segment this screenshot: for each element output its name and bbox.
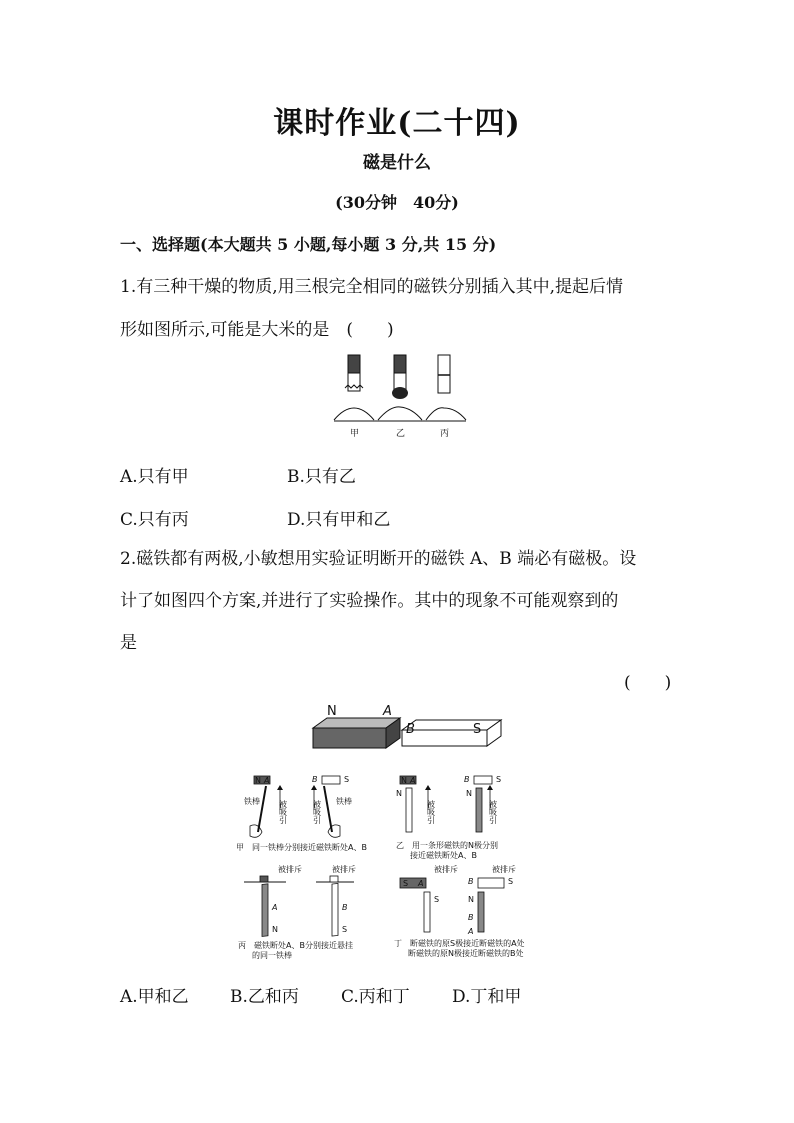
svg-text:A: A — [264, 776, 270, 785]
magnet-left-half — [313, 718, 400, 748]
svg-text:S: S — [403, 879, 409, 888]
jia-beixiyin-right: 被吸引 — [312, 800, 322, 824]
svg-text:N: N — [468, 895, 474, 904]
q1-option-c[interactable]: C.只有丙 — [120, 510, 189, 530]
caption-jia: 甲 同一铁棒分别接近磁铁断处A、B — [236, 843, 367, 852]
q2-broken-magnet-figure — [305, 700, 525, 758]
caption-ding-1: 丁 断磁铁的原S极接近断磁铁的A处 — [394, 939, 525, 948]
q2-text-line3: 是 — [120, 633, 137, 653]
label-b: B — [406, 722, 415, 737]
q2-option-b[interactable]: B.乙和丙 — [230, 987, 299, 1007]
magnet-jia — [345, 355, 363, 391]
svg-text:A: A — [418, 879, 424, 888]
q1-figure — [330, 352, 470, 442]
pile-bing — [426, 408, 466, 420]
q1-text-line2: 形如图所示,可能是大米的是 ( ) — [120, 320, 394, 340]
svg-text:B: B — [312, 775, 318, 784]
svg-text:A: A — [468, 927, 474, 936]
scheme-bing — [238, 864, 356, 960]
svg-text:B: B — [468, 877, 474, 886]
label-yi: 乙 — [396, 429, 406, 439]
q2-answer-bracket: ( ) — [624, 673, 672, 693]
bing-beipaichi-left: 被排斥 — [278, 865, 302, 874]
magnet-right-half — [402, 720, 501, 746]
caption-bing-1: 丙 磁铁断处A、B分别接近悬挂 — [238, 941, 353, 950]
ding-beipaichi-right: 被排斥 — [492, 865, 516, 874]
svg-text:A: A — [410, 776, 416, 785]
page-subtitle: 磁是什么 — [363, 153, 431, 173]
jia-tiebang-left: 铁棒 — [244, 797, 260, 806]
pile-jia — [334, 408, 374, 420]
svg-text:N: N — [272, 925, 278, 934]
q2-text-line2: 计了如图四个方案,并进行了实验操作。其中的现象不可能观察到的 — [120, 591, 619, 611]
q1-option-b[interactable]: B.只有乙 — [287, 467, 356, 487]
scheme-ding — [394, 864, 525, 958]
scheme-jia — [236, 775, 367, 852]
q2-option-a[interactable]: A.甲和乙 — [120, 987, 189, 1007]
magnet-yi — [392, 355, 408, 399]
q1-option-d[interactable]: D.只有甲和乙 — [287, 510, 391, 530]
svg-text:S: S — [496, 775, 502, 784]
jia-beixiyin-left: 被吸引 — [278, 800, 288, 824]
svg-text:B: B — [464, 775, 470, 784]
caption-ding-2: 断磁铁的原N极接近断磁铁的B处 — [408, 949, 524, 958]
q2-text-line1: 2.磁铁都有两极,小敏想用实验证明断开的磁铁 A、B 端必有磁极。设 — [120, 549, 637, 569]
q1-text-line1: 1.有三种干燥的物质,用三根完全相同的磁铁分别插入其中,提起后情 — [120, 277, 624, 297]
svg-text:S: S — [434, 895, 440, 904]
q1-option-a[interactable]: A.只有甲 — [120, 467, 189, 487]
svg-text:B: B — [468, 913, 474, 922]
caption-yi-1: 乙 用一条形磁铁的N极分别 — [396, 841, 498, 850]
label-jia: 甲 — [350, 429, 360, 439]
svg-text:A: A — [272, 903, 278, 912]
label-bing: 丙 — [440, 429, 450, 439]
svg-text:N: N — [255, 776, 261, 785]
yi-beixiyin-right: 被吸引 — [488, 800, 498, 824]
q2-option-d[interactable]: D.丁和甲 — [452, 987, 522, 1007]
yi-beixiyin-left: 被吸引 — [426, 800, 436, 824]
q2-option-c[interactable]: C.丙和丁 — [341, 987, 410, 1007]
svg-text:N: N — [396, 789, 402, 798]
q2-experiment-schemes — [228, 770, 548, 962]
label-s: S — [473, 722, 482, 737]
svg-text:S: S — [344, 775, 350, 784]
ding-beipaichi-left: 被排斥 — [434, 865, 458, 874]
svg-text:S: S — [342, 925, 348, 934]
label-n: N — [327, 704, 337, 719]
svg-text:N: N — [466, 789, 472, 798]
label-a: A — [383, 704, 392, 719]
jia-tiebang-right: 铁棒 — [336, 797, 352, 806]
svg-text:B: B — [342, 903, 348, 912]
caption-yi-2: 接近磁铁断处A、B — [410, 851, 477, 860]
scheme-yi — [396, 775, 501, 860]
magnet-bing — [438, 355, 450, 393]
svg-text:N: N — [401, 776, 407, 785]
svg-text:S: S — [508, 877, 514, 886]
section-heading: 一、选择题(本大题共 5 小题,每小题 3 分,共 15 分) — [120, 235, 497, 254]
time-and-score: (30分钟 40分) — [335, 193, 459, 212]
caption-bing-2: 的同一铁棒 — [252, 951, 292, 960]
pile-yi — [378, 407, 422, 420]
bing-beipaichi-right: 被排斥 — [332, 865, 356, 874]
page-title: 课时作业(二十四) — [273, 106, 521, 141]
